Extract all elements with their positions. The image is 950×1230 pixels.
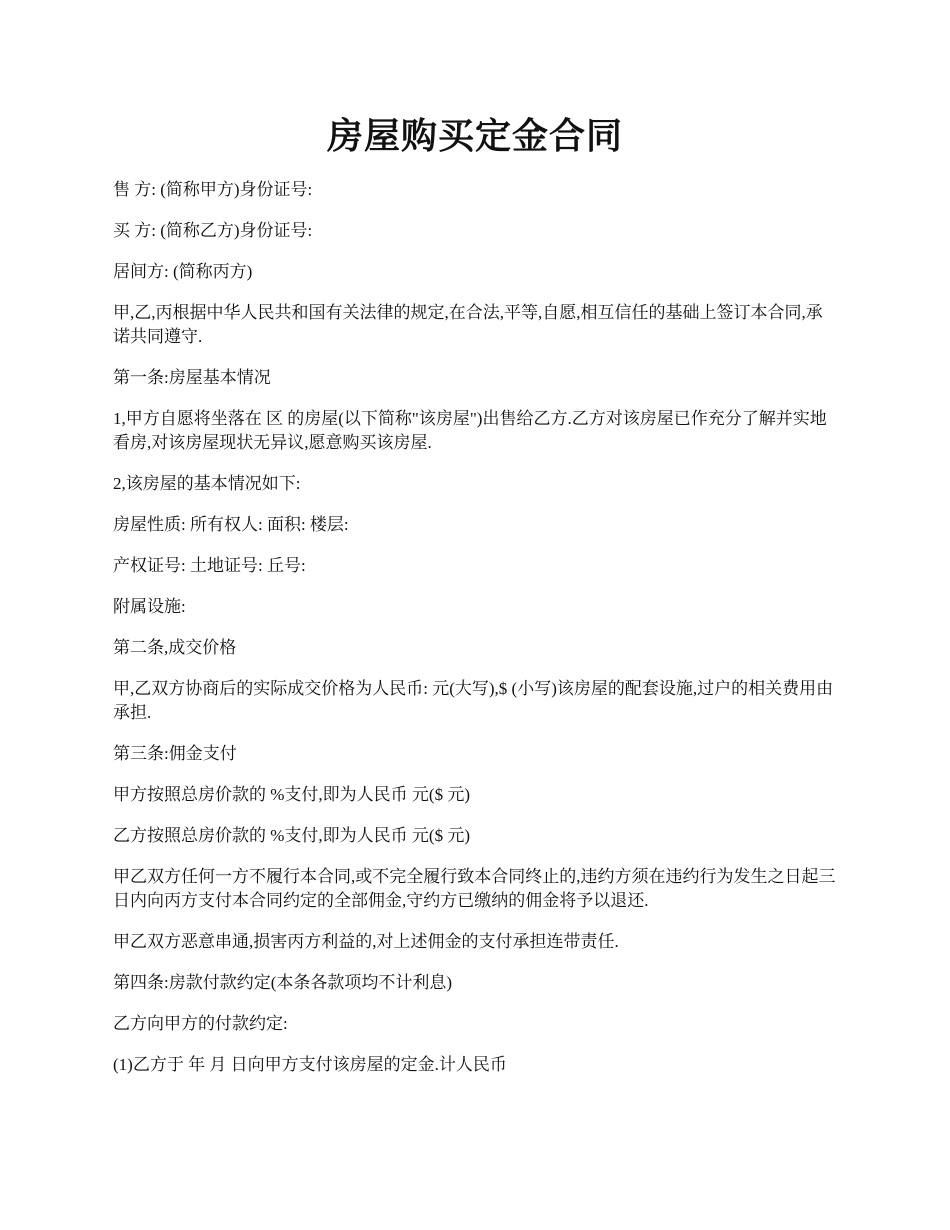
- article-2-paragraph: 甲,乙双方协商后的实际成交价格为人民币: 元(大写),$ (小写)该房屋的配套设施,过户的相关费用由 承担.: [113, 679, 838, 722]
- article-1-clause-2: 2,该房屋的基本情况如下:: [113, 474, 301, 493]
- payment-agreement-intro: 乙方向甲方的付款约定:: [113, 1014, 288, 1033]
- property-facilities: 附属设施:: [113, 597, 186, 616]
- article-1-heading: 第一条:房屋基本情况: [113, 368, 271, 387]
- article-2-heading: 第二条,成交价格: [113, 638, 237, 657]
- payment-item-1: (1)乙方于 年 月 日向甲方支付该房屋的定金.计人民币: [113, 1055, 507, 1074]
- article-3-heading: 第三条:佣金支付: [113, 744, 237, 763]
- party-intermediary: 居间方: (简称丙方): [113, 262, 253, 281]
- preamble-paragraph: 甲,乙,丙根据中华人民共和国有关法律的规定,在合法,平等,自愿,相互信任的基础上签订本合同,承诺共同遵守.: [113, 303, 823, 346]
- article-4-heading: 第四条:房款付款约定(本条各款项均不计利息): [113, 973, 453, 992]
- commission-buyer: 乙方按照总房价款的 %支付,即为人民币 元($ 元): [113, 826, 470, 845]
- breach-clause: 甲乙双方任何一方不履行本合同,或不完全履行致本合同终止的,违约方须在违约行为发生之日起三日内向丙方支付本合同约定的全部佣金,守约方已缴纳的佣金将予以退还.: [113, 867, 836, 910]
- document-page: [113, 110, 837, 1094]
- commission-seller: 甲方按照总房价款的 %支付,即为人民币 元($ 元): [113, 785, 470, 804]
- party-buyer: 买 方: (简称乙方)身份证号:: [113, 221, 313, 240]
- collusion-clause: 甲乙双方恶意串通,损害丙方利益的,对上述佣金的支付承担连带责任.: [113, 932, 619, 951]
- property-details-line-1: 房屋性质: 所有权人: 面积: 楼层:: [113, 515, 349, 534]
- document-title: 房屋购买定金合同: [326, 116, 623, 156]
- article-1-clause-1: 1,甲方自愿将坐落在 区 的房屋(以下简称"该房屋")出售给乙方.乙方对该房屋已作充分了解并实地看房,对该房屋现状无异议,愿意购买该房屋.: [113, 409, 827, 452]
- property-details-line-2: 产权证号: 土地证号: 丘号:: [113, 556, 306, 575]
- party-seller: 售 方: (简称甲方)身份证号:: [113, 180, 313, 199]
